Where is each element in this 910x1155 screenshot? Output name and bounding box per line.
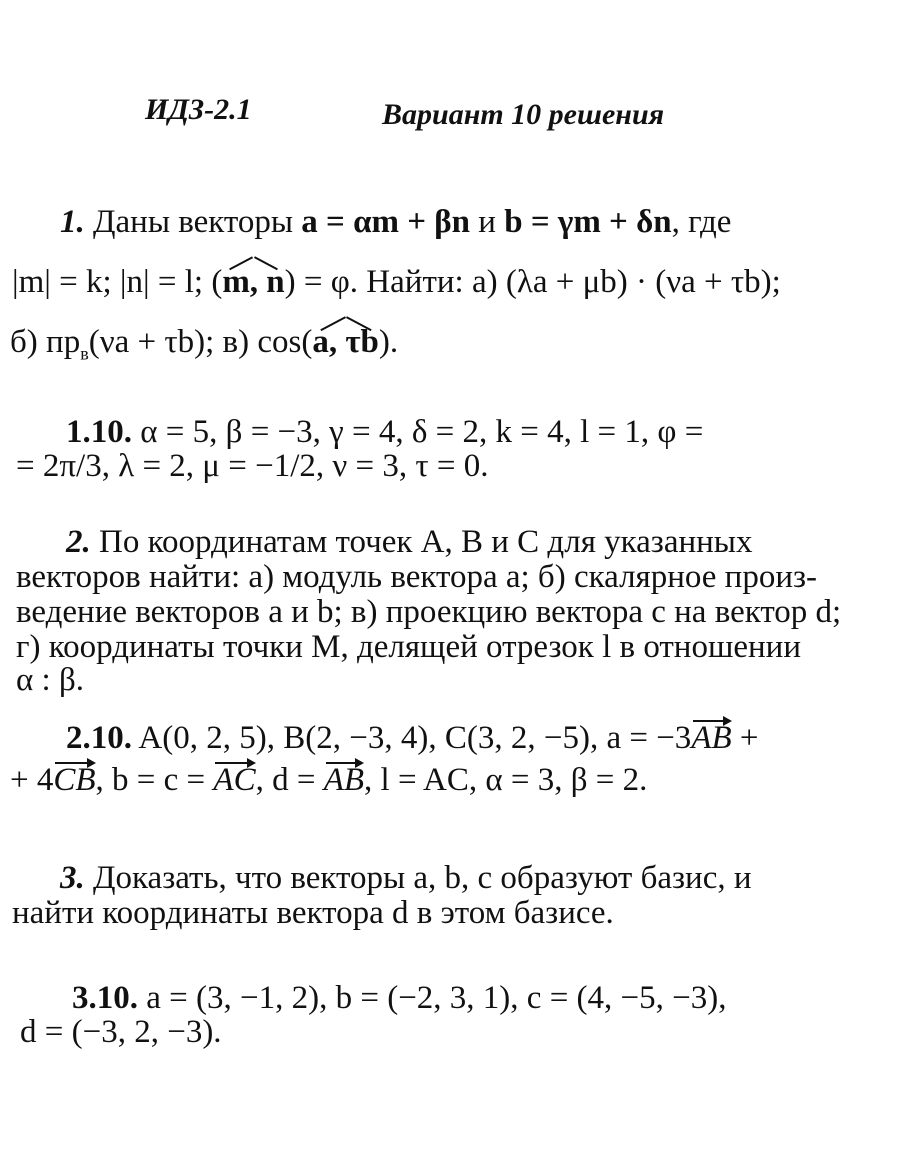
task2-line2: векторов найти: а) модуль вектора a; б) скалярное произ- (16, 559, 818, 595)
vector-arrow: AB (323, 762, 365, 798)
vector-arrow: CB (53, 762, 96, 798)
doc-id: ИДЗ-2.1 (145, 93, 252, 126)
variant2-number: 2.10. (66, 720, 132, 756)
vector-arrow: AC (213, 762, 256, 798)
task3-line1: 3. Доказать, что векторы a, b, c образуют базис, и (60, 860, 752, 896)
variant2-line1: 2.10. A(0, 2, 5), B(2, −3, 4), C(3, 2, −5), a = −3AB + (66, 720, 759, 756)
task1-number: 1. (60, 204, 85, 240)
variant-title: Вариант 10 решения (382, 98, 665, 131)
variant3-line2: d = (−3, 2, −3). (20, 1014, 222, 1050)
task1-line2: |m| = k; |n| = l; (m, n) = φ. Найти: а) (λa + μb) · (νa + τb); (12, 264, 781, 300)
variant1-line2: = 2π/3, λ = 2, μ = −1/2, ν = 3, τ = 0. (16, 448, 489, 484)
task1-line3: б) $пр_в(\nu a + \tau b)$; в) cos(a, τb). (10, 324, 399, 364)
angle-mark: a, τb (312, 324, 379, 360)
variant1-number: 1.10. (66, 414, 132, 450)
task2-line4: г) координаты точки M, делящей отрезок l в отношении (16, 629, 802, 665)
variant1-line1: 1.10. α = 5, β = −3, γ = 4, δ = 2, k = 4, l = 1, φ = (66, 414, 704, 450)
task3-number: 3. (60, 860, 85, 896)
task2-line5: α : β. (16, 662, 84, 698)
task2-number: 2. (66, 524, 91, 560)
angle-mark: m, n (222, 264, 285, 300)
task1-line1: 1. Даны векторы a = αm + βn и b = γm + δn, где (60, 204, 732, 240)
task2-line3: ведение векторов a и b; в) проекцию вектора c на вектор d; (16, 594, 842, 630)
variant3-number: 3.10. (72, 980, 138, 1016)
task3-line2: найти координаты вектора d в этом базисе. (12, 895, 614, 931)
task2-line1: 2. По координатам точек A, B и C для указанных (66, 524, 753, 560)
vector-arrow: AB (691, 720, 732, 756)
variant2-line2: + 4CB, b = c = AC, d = AB, l = AC, α = 3, β = 2. (10, 762, 648, 798)
variant3-line1: 3.10. a = (3, −1, 2), b = (−2, 3, 1), c = (4, −5, −3), (72, 980, 727, 1016)
